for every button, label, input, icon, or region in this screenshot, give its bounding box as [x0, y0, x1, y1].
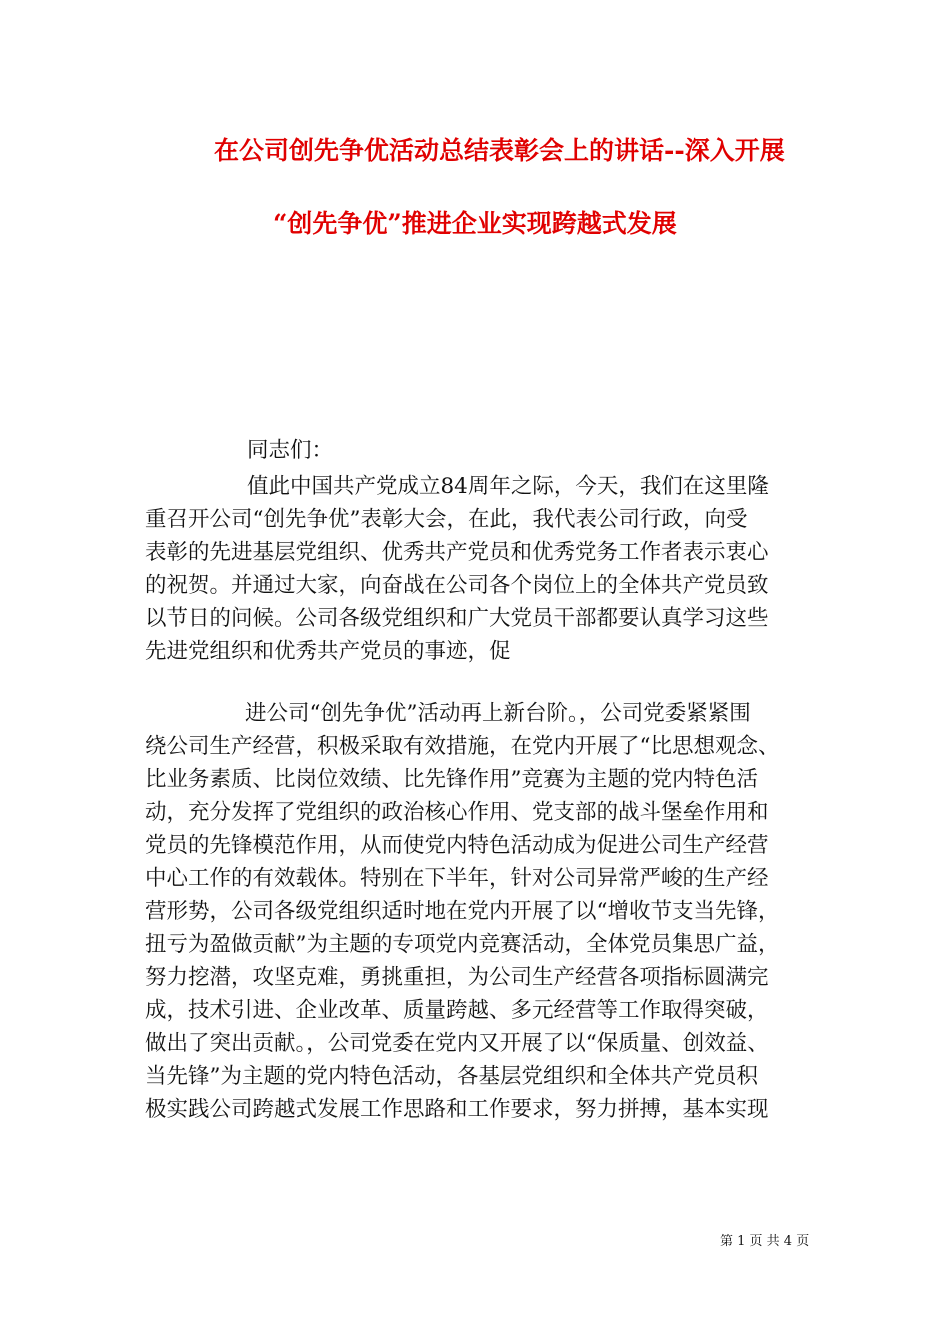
paragraph-2-line: 成，技术引进、企业改革、质量跨越、多元经营等工作取得突破， — [145, 998, 769, 1023]
paragraph-2-line: 扭亏为盈做贡献”为主题的专项党内竞赛活动，全体党员集思广益， — [145, 932, 780, 957]
paragraph-1 — [145, 470, 810, 668]
paragraph-1-line: 的祝贺。并通过大家，向奋战在公司各个岗位上的全体共产党员致 — [145, 573, 769, 598]
salutation-text: 同志们： — [247, 438, 334, 463]
paragraph-2-line: 动，充分发挥了党组织的政治核心作用、党支部的战斗堡垒作用和 — [145, 800, 769, 825]
paragraph-2-line: 绕公司生产经营，积极采取有效措施，在党内开展了“比思想观念、 — [145, 734, 780, 759]
document-title-line-2: “创先争优”推进企业实现跨越式发展 — [273, 209, 677, 238]
paragraph-2-line: 当先锋”为主题的党内特色活动，各基层党组织和全体共产党员积 — [145, 1064, 758, 1089]
paragraph-2-line: 营形势，公司各级党组织适时地在党内开展了以“增收节支当先锋， — [145, 899, 780, 924]
paragraph-2-line: 中心工作的有效载体。特别在下半年，针对公司异常严峻的生产经 — [145, 866, 769, 891]
paragraph-2-line: 极实践公司跨越式发展工作思路和工作要求，努力拼搏，基本实现 — [145, 1097, 769, 1122]
paragraph-1-line: 先进党组织和优秀共产党员的事迹，促 — [145, 639, 511, 664]
paragraph-2-line: 努力挖潜，攻坚克难，勇挑重担，为公司生产经营各项指标圆满完 — [145, 965, 769, 990]
paragraph-2-line: 做出了突出贡献。，公司党委在党内又开展了以“保质量、创效益、 — [145, 1031, 769, 1056]
paragraph-1-line: 重召开公司“创先争优”表彰大会，在此，我代表公司行政，向受 — [145, 507, 748, 532]
paragraph-2-line: 进公司“创先争优”活动再上新台阶。，公司党委紧紧围 — [245, 701, 751, 726]
paragraph-2-line: 党员的先锋模范作用，从而使党内特色活动成为促进公司生产经营 — [145, 833, 769, 858]
page-number-footer: 第 1 页 共 4 页 — [720, 1234, 810, 1249]
paragraph-2-line: 比业务素质、比岗位效绩、比先锋作用”竞赛为主题的党内特色活 — [145, 767, 758, 792]
paragraph-2 — [145, 697, 810, 1126]
salutation — [145, 434, 810, 467]
paragraph-1-line: 表彰的先进基层党组织、优秀共产党员和优秀党务工作者表示衷心 — [145, 540, 769, 565]
paragraph-1-line: 以节日的问候。公司各级党组织和广大党员干部都要认真学习这些 — [145, 606, 769, 631]
document-title-line-1: 在公司创先争优活动总结表彰会上的讲话--深入开展 — [214, 136, 785, 165]
paragraph-1-line: 值此中国共产党成立84周年之际，今天，我们在这里隆 — [247, 474, 769, 499]
